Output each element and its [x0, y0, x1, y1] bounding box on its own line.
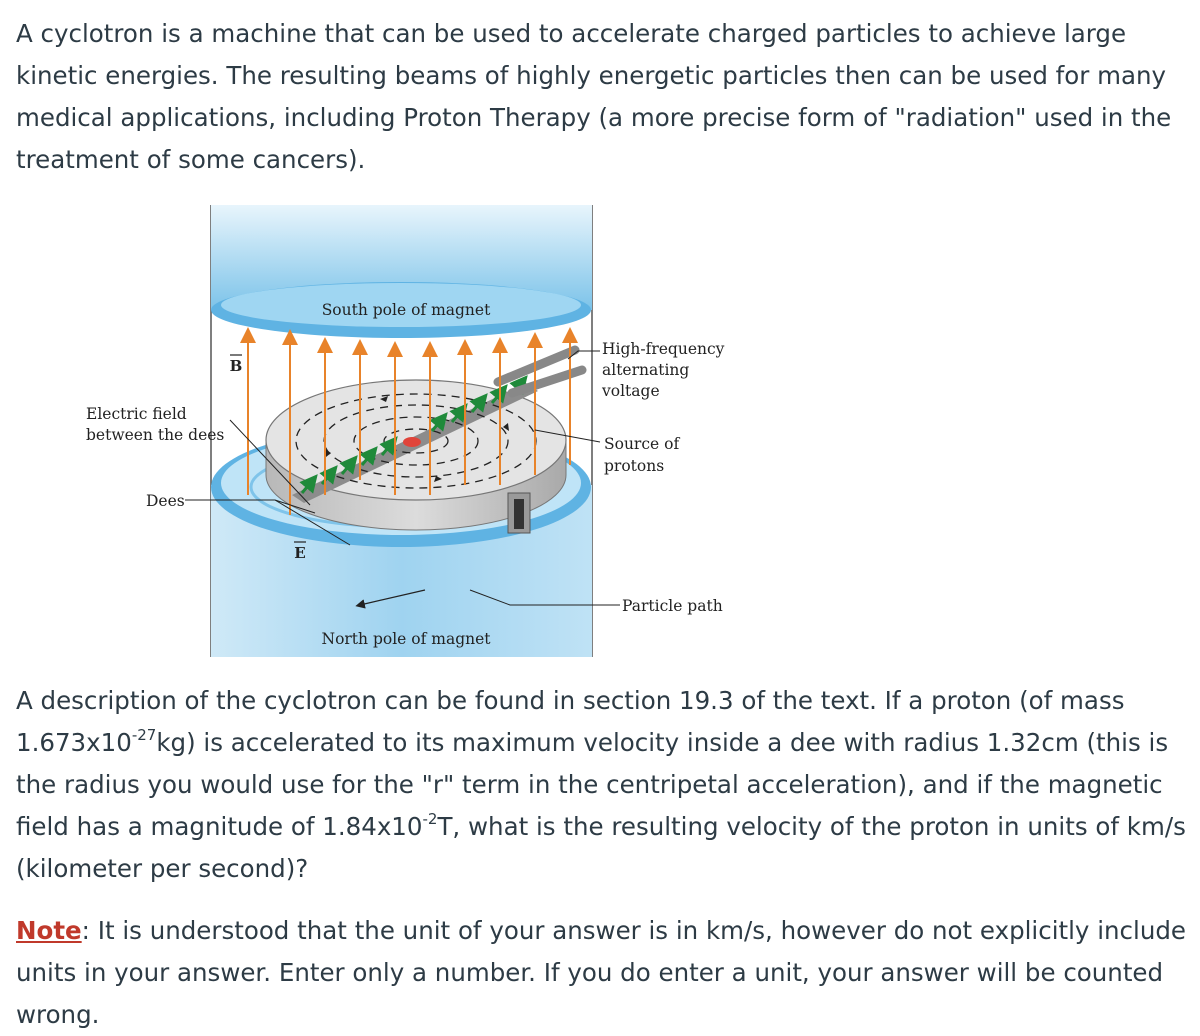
- source-label-1: Source of: [604, 435, 680, 453]
- question-text-3: T, what is the resulting velocity of the proton in units of km/s (kilometer per second)?: [16, 812, 1186, 883]
- proton-source: [403, 437, 421, 447]
- note-text: It is understood that the unit of your answer is in km/s, however do not explicitly include units in your answer. Enter only a number. If you do enter a unit, your answer will be counted wrong.: [16, 916, 1186, 1029]
- question-text-2: kg) is accelerated to its maximum velocity inside a dee with radius 1.32cm (this is the radius you would use for the "r" term in the centripetal acceleration), and if the magnetic field has a magnitude of 1.84x10: [16, 728, 1169, 841]
- particle-path-label: Particle path: [622, 597, 723, 615]
- hf-voltage-label-1: High-frequency: [602, 340, 725, 358]
- question-paragraph: [16, 680, 1188, 890]
- cyclotron-svg: [80, 195, 740, 665]
- efield-label-1: Electric field: [86, 405, 187, 423]
- cyclotron-diagram: [80, 195, 740, 665]
- hf-voltage-label-3: voltage: [602, 382, 660, 400]
- north-pole-label: North pole of magnet: [321, 630, 491, 648]
- hf-voltage-label-2: alternating: [602, 361, 690, 379]
- e-field-label: E: [294, 544, 306, 562]
- exit-port-opening: [514, 499, 524, 529]
- dees-label: Dees: [146, 492, 185, 510]
- south-pole-label: South pole of magnet: [321, 301, 491, 319]
- mass-exponent: -27: [131, 726, 157, 744]
- field-exponent: -2: [422, 810, 438, 828]
- intro-paragraph: A cyclotron is a machine that can be used to accelerate charged particles to achieve large kinetic energies. The resulting beams of highly energetic particles then can be used for many medical applications, including Proton Therapy (a more precise form of "radiation" used in the treatment of some cancers).: [16, 19, 1172, 174]
- note-label: Note: [16, 916, 82, 945]
- b-field-label: B: [229, 357, 243, 375]
- question-text-1: A description of the cyclotron can be found in section 19.3 of the text. If a proton (of mass 1.673x10: [16, 686, 1125, 757]
- note-colon: :: [81, 916, 90, 945]
- efield-label-2: between the dees: [86, 426, 225, 444]
- source-label-2: protons: [604, 457, 665, 475]
- note-paragraph: [16, 910, 1188, 1036]
